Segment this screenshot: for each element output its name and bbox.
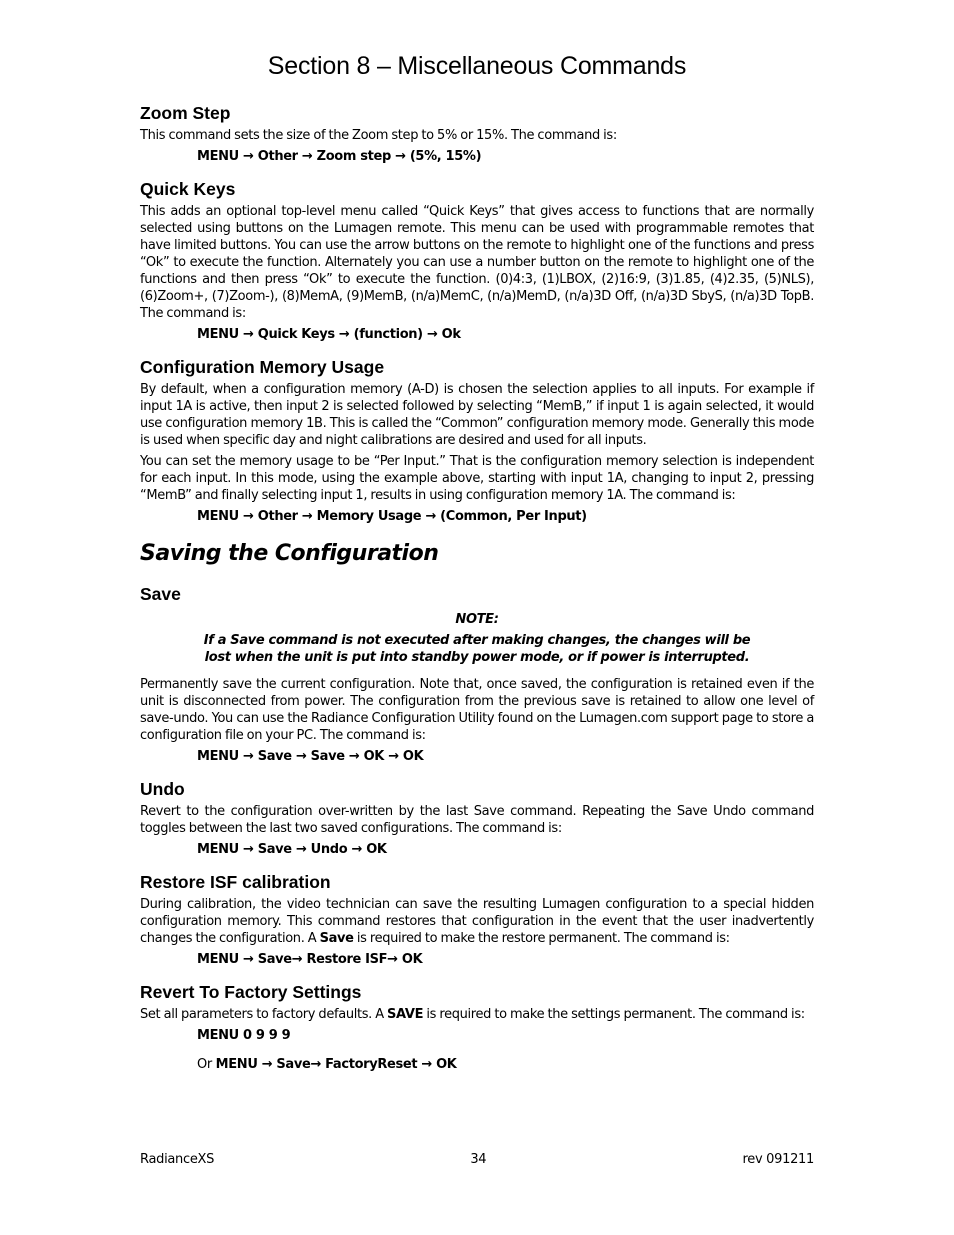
heading-factory: Revert To Factory Settings <box>140 982 362 1002</box>
paragraph-undo: Revert to the configuration over-written by the last Save command. Repeating the Save Undo command toggles between the last two saved configurations. The command is: <box>140 804 814 836</box>
command-save: MENU → Save → Save → OK → OK <box>197 749 424 764</box>
command-zoom-step: MENU → Other → Zoom step → (5%, 15%) <box>197 149 482 164</box>
paragraph-zoom-step: This command sets the size of the Zoom step to 5% or 15%. The command is: <box>140 128 617 143</box>
note-box <box>140 611 814 666</box>
heading-saving-configuration: Saving the Configuration <box>140 541 439 566</box>
paragraph-restore-isf <box>140 896 814 947</box>
heading-save: Save <box>140 584 181 604</box>
command-undo: MENU → Save → Undo → OK <box>197 842 387 857</box>
footer-page-number: 34 <box>470 1152 487 1167</box>
restore-isf-text-b: is required to make the restore permanent. The command is: <box>353 931 730 946</box>
factory-text-b: is required to make the settings permanent. The command is: <box>423 1007 805 1022</box>
section-factory <box>140 982 814 1073</box>
section-zoom-step <box>140 103 814 165</box>
paragraph-factory <box>140 1006 814 1023</box>
command-factory-1: MENU 0 9 9 9 <box>197 1028 291 1043</box>
section-config-memory <box>140 357 814 525</box>
heading-config-memory: Configuration Memory Usage <box>140 357 385 377</box>
heading-restore-isf: Restore ISF calibration <box>140 872 331 892</box>
page-footer <box>140 1152 814 1167</box>
note-line-2: lost when the unit is put into standby power mode, or if power is interrupted. <box>204 650 750 665</box>
heading-undo: Undo <box>140 779 185 799</box>
heading-quick-keys: Quick Keys <box>140 179 236 199</box>
command-factory-2-text: MENU → Save→ FactoryReset → OK <box>215 1057 457 1072</box>
or-label: Or <box>197 1057 216 1072</box>
section-undo <box>140 779 814 858</box>
section-quick-keys <box>140 179 814 343</box>
section-restore-isf <box>140 872 814 968</box>
heading-zoom-step: Zoom Step <box>140 103 231 123</box>
footer-left: RadianceXS <box>140 1152 215 1167</box>
paragraph-config-memory-2: You can set the memory usage to be “Per Input.” That is the configuration memory selection is independent for each input. In this mode, using the example above, starting with input 1A, changing to input 2, pressing “MemB” and finally selecting input 1, results in using configuration memory 1A. The command is: <box>140 454 814 503</box>
restore-isf-bold: Save <box>319 931 354 946</box>
command-factory-2 <box>197 1056 814 1073</box>
section-save <box>140 584 814 765</box>
document-page <box>140 52 814 1087</box>
command-restore-isf: MENU → Save→ Restore ISF→ OK <box>197 952 423 967</box>
command-config-memory: MENU → Other → Memory Usage → (Common, Per Input) <box>197 509 587 524</box>
paragraph-save: Permanently save the current configuration. Note that, once saved, the configuration is retained even if the unit is disconnected from power. The configuration from the previous save is retained to allow one level of save-undo. You can use the Radiance Configuration Utility found on the Lumagen.com support page to store a configuration file on your PC. The command is: <box>140 677 814 743</box>
paragraph-quick-keys: This adds an optional top-level menu called “Quick Keys” that gives access to functions that are normally selected using buttons on the Lumagen remote. This menu can be used with programmable remotes that have limited buttons. You can use the arrow buttons on the remote to highlight one of the functions and press “Ok” to execute the function. Alternately you can use a number button on the remote to highlight one of the functions and then press “Ok” to execute the function. (0)4:3, (1)LBOX, (2)16:9, (3)1.85, (4)2.35, (5)NLS), (6)Zoom+, (7)Zoom-), (8)MemA, (9)MemB, (n/a)MemC, (n/a)MemD, (n/a)3D Off, (n/a)3D SbyS, (n/a)3D TopB. The command is: <box>140 204 814 321</box>
factory-text-a: Set all parameters to factory defaults. A <box>140 1007 388 1022</box>
note-label: NOTE: <box>455 612 499 627</box>
paragraph-config-memory-1: By default, when a configuration memory (A-D) is chosen the selection applies to all inputs. For example if input 1A is active, then input 2 is selected followed by selecting “MemB,” if input 1 is again selected, it would use configuration memory 1B. This is called the “Common” configuration memory mode. Generally this mode is used when specific day and night calibrations are desired and used for all inputs. <box>140 382 814 448</box>
footer-right: rev 091211 <box>742 1152 814 1167</box>
note-line-1: If a Save command is not executed after making changes, the changes will be <box>203 633 751 648</box>
page-title: Section 8 – Miscellaneous Commands <box>267 52 687 80</box>
restore-isf-text-a: During calibration, the video technician can save the resulting Lumagen configuration to a special hidden configuration memory. This command restores that configuration in the event that the user inadvertently changes the configuration. A <box>140 897 814 946</box>
factory-bold: SAVE <box>387 1007 424 1022</box>
command-quick-keys: MENU → Quick Keys → (function) → Ok <box>197 327 461 342</box>
